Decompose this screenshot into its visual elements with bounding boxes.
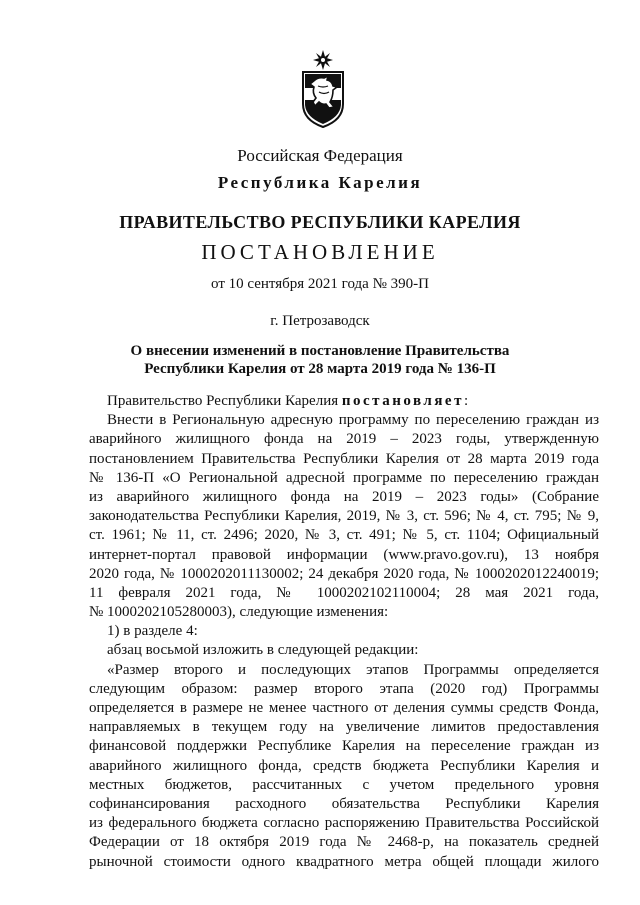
body-line: аварийного жилищного фонда на 2019 – 2023 годы, утвержденную: [89, 431, 599, 448]
body-line: местных бюджетов, рассчитанных с учетом предельного уровня: [89, 776, 599, 793]
lead-paragraph: [89, 392, 599, 411]
body-line: 1) в разделе 4:: [107, 623, 198, 640]
body-line: Федерации от 18 октября 2019 года № 2468-р, на показатель средней: [89, 834, 599, 851]
body-line: интернет-портал правовой информации (www.pravo.gov.ru), 13 ноября: [89, 546, 599, 563]
lead-verb: постановляет: [341, 393, 464, 409]
body-line: аварийного жилищного фонда, средств бюджета Республики Карелия и: [89, 757, 599, 774]
republic-name: Республика Карелия: [217, 173, 423, 192]
body-line: рыночной стоимости одного квадратного метра общей площади жилого: [89, 853, 599, 870]
body-line: Внести в Региональную адресную программу по переселению граждан из: [107, 412, 599, 429]
body-line: постановлением Правительства Республики Карелия от 28 марта 2019 года: [89, 450, 599, 467]
body-line: «Размер второго и последующих этапов Программы определяется: [107, 661, 599, 678]
body-line: 11 февраля 2021 года, № 1000202102110004; 28 мая 2021 года,: [89, 584, 599, 601]
body-line: ст. 1961; № 11, ст. 2496; 2020, № 3, ст. 491; № 5, ст. 1104; Официальный: [89, 527, 599, 544]
country-name: Российская Федерация: [237, 146, 403, 165]
body-line: 2020 года, № 1000202011130002; 24 декабря 2020 года, № 1000202012240019;: [89, 565, 599, 582]
body-line: финансовой поддержки Республике Карелия на переселение граждан из: [89, 738, 599, 755]
body-line: направляемых в текущем году на увеличение лимитов предоставления: [89, 719, 599, 736]
lead-end: :: [463, 393, 469, 409]
document-type: ПОСТАНОВЛЕНИЕ: [201, 240, 439, 264]
body-line: определяется в размере не менее частного от деления суммы средств Фонда,: [89, 700, 599, 716]
document-body: [89, 392, 599, 872]
document-subject: [0, 342, 640, 378]
subject-line: Республики Карелия от 28 марта 2019 года № 136-П: [144, 361, 496, 377]
body-line: № 136-П «О Региональной адресной программе по переселению граждан: [89, 469, 599, 486]
body-line: из федерального бюджета согласно распоряжению Правительства Российской: [89, 815, 599, 832]
lead-text: Правительство Республики Карелия: [107, 393, 342, 409]
body-line: законодательства Республики Карелия, 2019, № 3, ст. 596; № 4, ст. 795; № 9,: [89, 508, 599, 525]
body-line: абзац восьмой изложить в следующей редакции:: [107, 642, 419, 659]
body-line: из аварийного жилищного фонда на 2019 – 2023 годы» (Собрание: [89, 488, 599, 505]
body-line: следующим образом: размер второго этапа (2020 год) Программы: [89, 680, 599, 697]
subject-line: О внесении изменений в постановление Правительства: [130, 343, 510, 359]
government-name: ПРАВИТЕЛЬСТВО РЕСПУБЛИКИ КАРЕЛИЯ: [119, 212, 521, 232]
body-line: № 1000202105280003), следующие изменения:: [89, 604, 389, 621]
body-line: софинансирования расходного обязательства Республики Карелия: [89, 795, 599, 812]
document-date-number: от 10 сентября 2021 года № 390-П: [211, 276, 429, 292]
document-city: г. Петрозаводск: [270, 313, 370, 329]
karelia-coat-of-arms-icon: [297, 50, 349, 128]
